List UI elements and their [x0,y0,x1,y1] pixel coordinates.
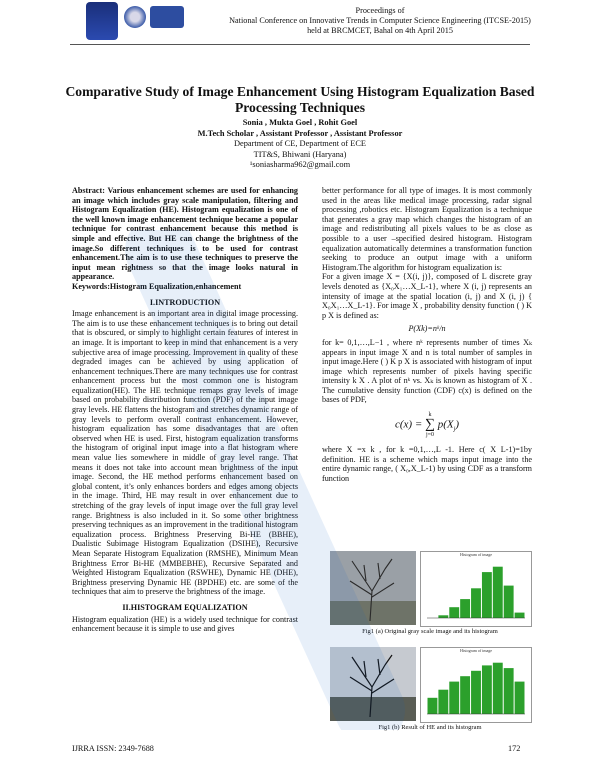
histogram-bar [460,599,470,618]
histogram-bar [515,682,525,714]
naac-logo [124,6,146,28]
original-tree-image [330,551,416,625]
histogram-bar [515,613,525,618]
pdf-equation: P(Xk)=nᵏ/n [408,324,446,334]
cdf-rhs-sub: j [453,426,456,433]
header-rule [70,44,530,45]
histogram-bar [449,682,459,714]
fig1b-caption: Fig1 (b) Result of HE and its histogram [378,724,482,731]
venue-line: held at BRCMCET, Bahal on 4th April 2015 [307,26,453,35]
department: Department of CE, Department of ECE [233,139,367,148]
fig1a-caption: Fig1 (a) Original gray scale image and its histogram [362,628,498,635]
histogram-bar [438,615,448,618]
intro-paragraph: Image enhancement is an important area in digital image processing. The aim is to use these enhancement techniques is to bring out detail that is obscured, or simply to highlight certain features of interest in an image. It is important to keep in mind that enhancement is a very subjective area of image processing. Improvement in quality of these degraded images can be achieved by using application of enhancement techniques.There are many techniques use for contrast enhancement process but the most common one is histogram equalization(HE). The HE technique remaps gray levels of image based on probability distribution function (PDF) of the input image gray levels. HE flattens the histogram and stretches dynamic range of gray levels to perform overall contrast enhancement. However, histogram equalization has some disadvantages that are often observed when HE is used. First, histogram equalization transforms the histogram of original input image into a flat histogram where mean value lies somewhere in middle of gray level range. That means it does not take into account mean brightness of the input image. Second, the HE method performs enhancement based on global content, it’s only enhances borders and edges among objects in the image. Third, HE may result in over enhancement due to stretching of the gray levels of input image over the full gray level range. Brightness is also included in it. So some other brightness preserving techniques as an improvement in the traditional histogram equalization process. Brightness Preserving Bi-HE (BBHE), Dualistic Subimage Histogram Equalization (DSIHE), Recursive Mean Separate Histogram Equalization (RMSHE), Minimum Mean Brightness Error Bi-HE (MMBEBHE), Recursive Separated and Weighted Histogram Equalization (RSWHE), Dynamic HE (DHE), Brightness preserving Dynamic HE (BPDHE) etc. are some of the techniques that aim to preserve the brightness of the image. [72,309,298,597]
histogram-bar [449,607,459,618]
right-paragraph-4: where X =x k , for k =0,1,…,L -1. Here c( X L-1)=1by definition. HE is a scheme which maps input image into the entire dynamic range, ( X₀,X_L-1) by using CDF as a transform function [322,445,532,483]
he-paragraph: Histogram equalization (HE) is a widely used technique for contrast enhancement because it is simple to use and gives [72,614,298,634]
histogram-bar [482,572,492,618]
college-logo [86,2,118,40]
histogram-bar [493,663,503,714]
histogram-plot-equalized-title: Histogram of image [460,648,492,653]
histogram-bar [471,588,481,618]
certification-logo [150,6,184,28]
cdf-rhs: p(X [437,418,454,431]
sum-lower: j=0 [425,432,435,439]
sum-upper: k [428,412,432,419]
cdf-close: ) [455,418,459,431]
histogram-bar [438,690,448,714]
author-roles: M.Tech Scholar , Assistant Professor , Assistant Professor [197,128,403,138]
right-column [322,186,532,483]
institution: TIT&S, Bhiwani (Haryana) [253,149,347,159]
paper-title: Comparative Study of Image Enhancement Using Histogram Equalization Based Processing Techniques [65,84,535,115]
histogram-bar [504,668,514,714]
cdf-lhs: c(x) = [395,418,426,431]
histogram-plot-original-title: Histogram of image [460,552,492,557]
histogram-bar [482,665,492,714]
keywords: Keywords:Histogram Equalization,enhancement [72,281,242,291]
he-heading: II.HISTOGRAM EQUALIZATION [122,602,248,612]
histogram-bar [493,567,503,618]
sum-sign: ∑ [425,417,435,433]
right-paragraph-3: for k= 0,1,…,L−1 , where nᵏ represents number of times Xₖ appears in input image X and n is total number of samples in input image.Here ( ) K p X is associated with histogram of input image which represents number of pixels having specific intensity k X . A plot of nᵏ vs. Xₖ is known as histogram of X . The cumulative density function (CDF) c(x) is defined on the bases of PDF, [322,337,532,405]
left-column [72,186,298,634]
journal-issn: IJRRA ISSN: 2349-7688 [72,744,154,753]
histogram-bar [460,676,470,714]
author-names: Sonia , Mukta Goel , Rohit Goel [242,118,358,127]
histogram-bar [428,698,438,714]
equalized-tree-image [330,647,416,721]
right-paragraph-2: For a given image X = {X(i, j)}, composed of L discrete gray levels denoted as {X₀X₁…X_L-1}, where X (i, j) represents an intensity of image at the spatial location (i, j) and X (i, j) { X₀X₁…X_L-1}. For image X , probability density function ( ) K p X is defined as: [322,272,532,320]
proceedings-line: Proceedings of [355,6,405,15]
histogram-bar [504,586,514,618]
page-number: 172 [508,744,521,753]
abstract-label: Abstract: [72,186,105,195]
author-email: ¹soniasharma962@gmail.com [249,160,351,169]
histogram-plot-original [420,551,532,627]
abstract-text: Various enhancement schemes are used for enhancing an image which includes gray scale manipulation, filtering and Histogram Equalization (HE). Histogram equalization is one of the well known image enhancement technique became a popular technique for contrast enhancement because this method is simple and effective. But HE can change the brightness of the image.So different techniques is to be used for contrast enhancement.The aim is to use these techniques to preserve the input mean rightness so that the image looks natural in appearance. [72,186,298,282]
conference-line: National Conference on Innovative Trends in Computer Science Engineering (ITCSE-2015) [229,16,531,25]
cdf-equation [322,411,532,439]
intro-heading: I.INTRODUCTION [149,297,221,307]
histogram-plot-equalized [420,647,532,723]
histogram-bar [471,671,481,714]
right-paragraph-1: better performance for all type of images. It is most commonly used in the areas like medical image processing, radar signal processing ,robotics etc. Histogram Equalization is a technique that generates a gray map which changes the histogram of an image and redistributing all pixels values to be as close as possible to a user –specified desired histogram. Histogram equalization automatically determines a transformation function seeking to produce an output image with a uniform Histogram.The algorithm for histogram equalization is: [322,186,532,272]
